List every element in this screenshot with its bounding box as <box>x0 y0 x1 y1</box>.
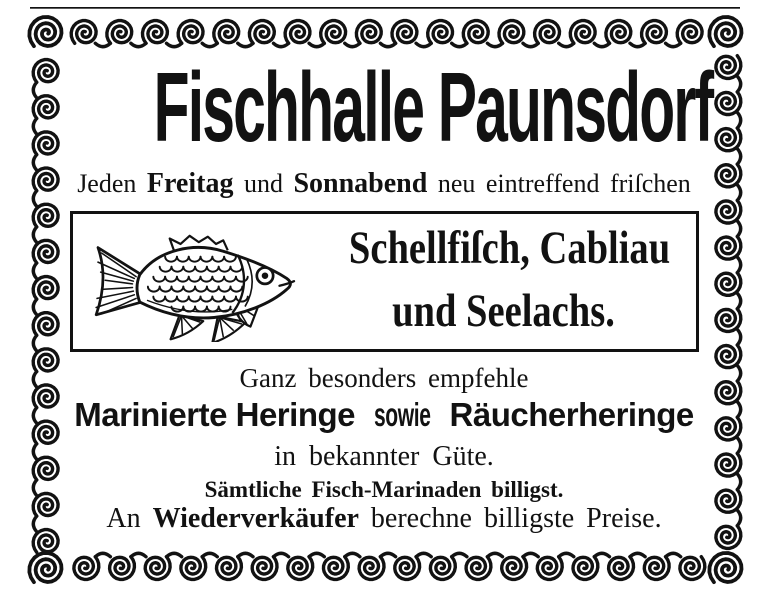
sowie-connector: sowie <box>373 396 431 434</box>
product-box <box>70 211 699 352</box>
product-heading <box>348 217 671 343</box>
product-line-2: und Seelachs. <box>392 285 615 337</box>
recommendation-intro: Ganz besonders empfehle <box>239 363 529 393</box>
fish-woodcut-icon <box>79 224 313 342</box>
herring-products-line <box>0 394 768 436</box>
subtitle-text: und <box>233 169 294 198</box>
reseller-text: An <box>106 503 153 534</box>
reseller-bold: Wiederverkäufer <box>152 503 359 534</box>
subtitle-freitag: Freitag <box>146 168 234 199</box>
availability-line <box>0 168 768 200</box>
subtitle-sonnabend: Sonnabend <box>293 168 428 199</box>
subtitle-text: Jeden <box>77 169 147 198</box>
smoked-herring-label: Räucherheringe <box>449 396 694 433</box>
marinated-herring-label: Marinierte Heringe <box>74 396 355 433</box>
subtitle-text: neu eintreffend friſchen <box>427 169 691 198</box>
reseller-price-line <box>0 503 768 535</box>
business-name-heading: Fischhalle Paunsdorf <box>153 52 713 162</box>
product-line-1: Schellfiſch, Cabliau <box>348 222 671 274</box>
reseller-text: berechne billigste Preise. <box>358 503 662 534</box>
quality-line: in bekannter Güte. <box>274 441 494 472</box>
marinades-price-line: Sämtliche Fisch-Marinaden billigst. <box>204 477 564 502</box>
